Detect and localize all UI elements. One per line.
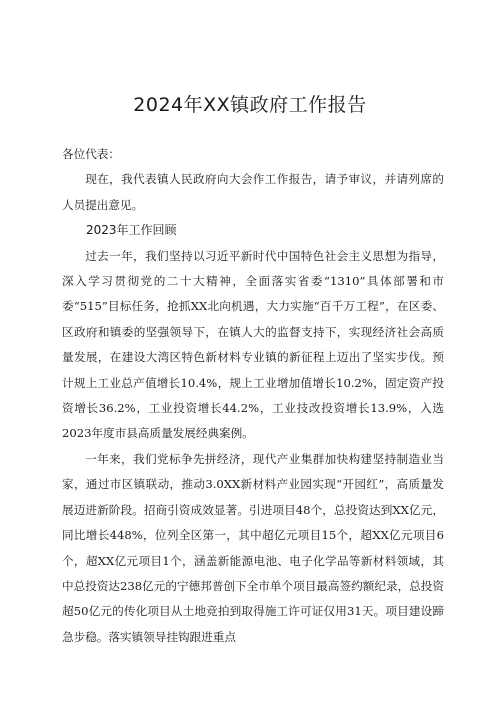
paragraph-industry: 一年来，我们党标争先拼经济，现代产业集群加快构建坚持制造业当家，通过市区镇联动，推动3.0XX新材料产业园实现“开园红”，高质量发展迈进新阶段。招商引资成效显著。引进项目48个，总投资达到XX亿元，同比增长448%，位列全区第一，其中超亿元项目15个，超XX亿元项目6个，超XX亿元项目1个，涵盖新能源电池、电子化学品等新材料领域，其中总投资达238亿元的宁德邦普创下全市单个项目最高签约额纪录，总投资超50亿元的传化项目从土地竞拍到取得施工许可证仅用31天。项目建设蹄急步稳。落实镇领导挂钩跟进重点 <box>62 451 444 644</box>
paragraph-review: 过去一年，我们坚持以习近平新时代中国特色社会主义思想为指导，深入学习贯彻党的二十大精神，全面落实省委“1310”具体部署和市委“515”目标任务，抢抓XX北向机遇，大力实施“百千万工程”，在区委、区政府和镇委的坚强领导下，在镇人大的监督支持下，实现经济社会高质量发展，在建设大湾区特色新材料专业镇的新征程上迈出了坚实步伐。预计规上工业总产值增长10.4%，规上工业增加值增长10.2%，固定资产投资增长36.2%，工业投资增长44.2%，工业技改投资增长13.9%，入选2023年度市县高质量发展经典案例。 <box>62 248 444 441</box>
salutation: 各位代表： <box>62 147 120 161</box>
document-title: 2024年XX镇政府工作报告 <box>133 94 367 116</box>
intro-paragraph: 现在，我代表镇人民政府向大会作工作报告，请予审议，并请列席的人员提出意见。 <box>62 172 444 212</box>
section-heading: 2023年工作回顾 <box>86 223 177 238</box>
document-body <box>62 142 444 650</box>
